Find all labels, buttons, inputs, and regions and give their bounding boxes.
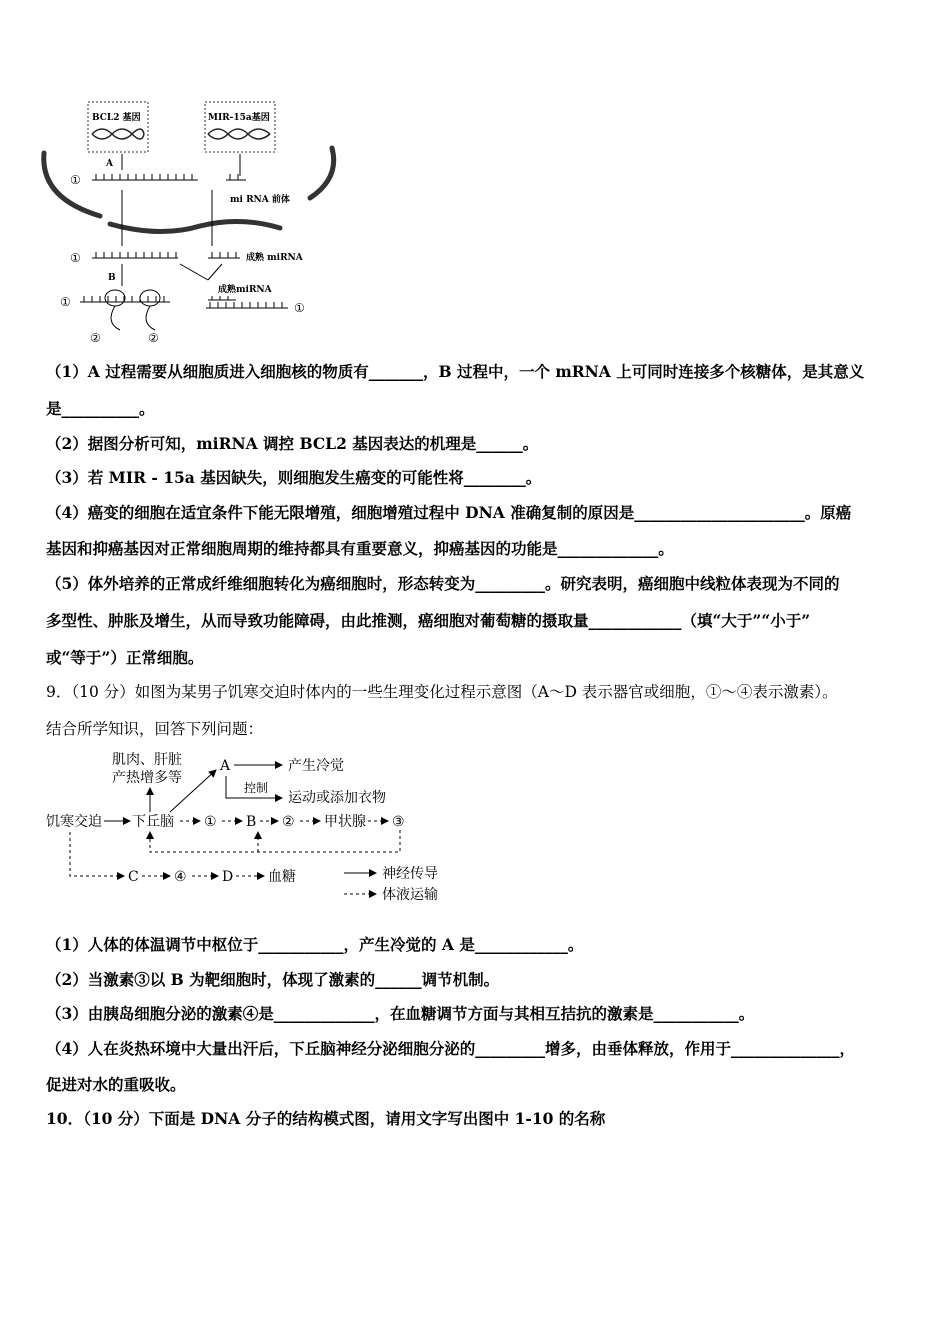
q8-part5-line3: 或“等于”）正常细胞。 xyxy=(46,648,204,667)
mature-mirna-bound xyxy=(208,296,236,300)
q8-part4-line2: 基因和抑癌基因对正常细胞周期的维持都具有重要意义，抑癌基因的功能是_____________。 xyxy=(46,539,674,558)
cold-sensation-text: 产生冷觉 xyxy=(288,758,344,774)
mir-gene-label: MIR-15a基因 xyxy=(208,113,270,123)
label-1-bottom: ① xyxy=(60,295,71,309)
mrna-strand-2 xyxy=(92,252,178,258)
q8-part1-line2: 是__________。 xyxy=(46,399,155,418)
bcl2-gene-box xyxy=(88,102,148,152)
mir-gene-box xyxy=(205,102,275,152)
q8-part2: （2）据图分析可知，miRNA 调控 BCL2 基因表达的机理是______。 xyxy=(46,434,539,453)
control-text: 控制 xyxy=(244,781,269,795)
q9-stem-line1: 9．（10 分）如图为某男子饥寒交迫时体内的一些生理变化过程示意图（A～D 表示器官或细胞，①～④表示激素）。 xyxy=(46,683,838,701)
mir-dna-helix-2 xyxy=(208,129,270,139)
q8-part4-line1: （4）癌变的细胞在适宜条件下能无限增殖，细胞增殖过程中 DNA 准确复制的原因是______________________。原癌 xyxy=(46,503,852,522)
nuclear-envelope-right xyxy=(310,148,334,198)
node-b: B xyxy=(246,814,257,830)
q9-part3: （3）由胰岛细胞分泌的激素④是_____________，在血糖调节方面与其相互拮抗的激素是___________。 xyxy=(46,1004,755,1023)
q8-part5-line1: （5）体外培养的正常成纤维细胞转化为癌细胞时，形态转变为_________。研究表明，癌细胞中线粒体表现为不同的 xyxy=(46,574,840,593)
start-text: 饥寒交迫 xyxy=(46,814,102,830)
q8-part1-line1: （1）A 过程需要从细胞质进入细胞核的物质有_______，B 过程中，一个 mRNA 上可同时连接多个核糖体，是其意义 xyxy=(46,362,865,381)
muscle-liver-text: 肌肉、肝脏 xyxy=(112,752,182,768)
hormone-1: ① xyxy=(204,814,217,830)
legend-fluid-text: 体液运输 xyxy=(382,887,438,903)
node-c: C xyxy=(128,869,139,885)
q9-part2: （2）当激素③以 B 为靶细胞时，体现了激素的______调节机制。 xyxy=(46,970,500,989)
arrow-bind-1 xyxy=(180,264,208,280)
q9-part1: （1）人体的体温调节中枢位于___________，产生冷觉的 A 是____________。 xyxy=(46,935,584,954)
mrna-strand-1 xyxy=(92,174,198,180)
arrow-bind-2 xyxy=(208,264,222,280)
process-b-label: B xyxy=(108,273,116,283)
peptide-chain-2 xyxy=(146,306,155,330)
q8-part3: （3）若 MIR - 15a 基因缺失，则细胞发生癌变的可能性将________。 xyxy=(46,468,542,487)
hormone-3: ③ xyxy=(392,814,405,830)
ribosome-2 xyxy=(140,290,160,306)
arrow-h3-feedback xyxy=(150,830,400,852)
process-a-label: A xyxy=(106,159,113,169)
peptide-chain-1 xyxy=(111,306,120,330)
label-2-right: ② xyxy=(148,331,159,345)
mirna-regulation-figure xyxy=(40,98,340,348)
label-1-right: ① xyxy=(294,301,305,315)
q10-stem: 10．（10 分）下面是 DNA 分子的结构模式图，请用文字写出图中 1-10 的名称 xyxy=(46,1109,606,1128)
hormone-4: ④ xyxy=(174,869,187,885)
label-1-top: ① xyxy=(70,173,81,187)
hormone-2: ② xyxy=(282,814,295,830)
behavior-text: 运动或添加衣物 xyxy=(288,790,386,806)
bcl2-gene-label: BCL2 基因 xyxy=(92,113,141,123)
mrna-strand-4 xyxy=(206,302,288,308)
label-2-left: ② xyxy=(90,331,101,345)
mature-mirna-label-2: 成熟miRNA xyxy=(218,285,272,295)
label-1-middle: ① xyxy=(70,251,81,265)
q9-stem-line2: 结合所学知识，回答下列问题： xyxy=(46,720,264,738)
hypothalamus-text: 下丘脑 xyxy=(132,814,174,830)
thyroid-text: 甲状腺 xyxy=(324,814,366,830)
q9-part4-line1: （4）人在炎热环境中大量出汗后，下丘脑神经分泌细胞分泌的_________增多，由垂体释放，作用于______________， xyxy=(46,1039,856,1058)
thermoregulation-flowchart xyxy=(46,748,466,908)
mirna-precursor-label: mi RNA 前体 xyxy=(230,195,290,205)
node-d: D xyxy=(222,869,234,885)
legend-nerve-text: 神经传导 xyxy=(382,866,438,882)
q8-part5-line2: 多型性、肿胀及增生，从而导致功能障碍，由此推测，癌细胞对葡萄糖的摄取量____________（填“大于”“小于” xyxy=(46,611,811,630)
mirna-precursor-strand xyxy=(226,174,246,180)
nuclear-envelope-bottom xyxy=(110,221,280,231)
mature-mirna-label-1: 成熟 miRNA xyxy=(246,253,303,263)
arrow-start-c xyxy=(70,832,124,876)
heat-production-text: 产热增多等 xyxy=(112,770,182,786)
mir-dna-helix xyxy=(208,129,270,139)
mature-mirna-strand-1 xyxy=(208,252,240,258)
q9-part4-line2: 促进对水的重吸收。 xyxy=(46,1075,186,1094)
node-a: A xyxy=(220,758,231,774)
blood-sugar-text: 血糖 xyxy=(268,869,296,885)
